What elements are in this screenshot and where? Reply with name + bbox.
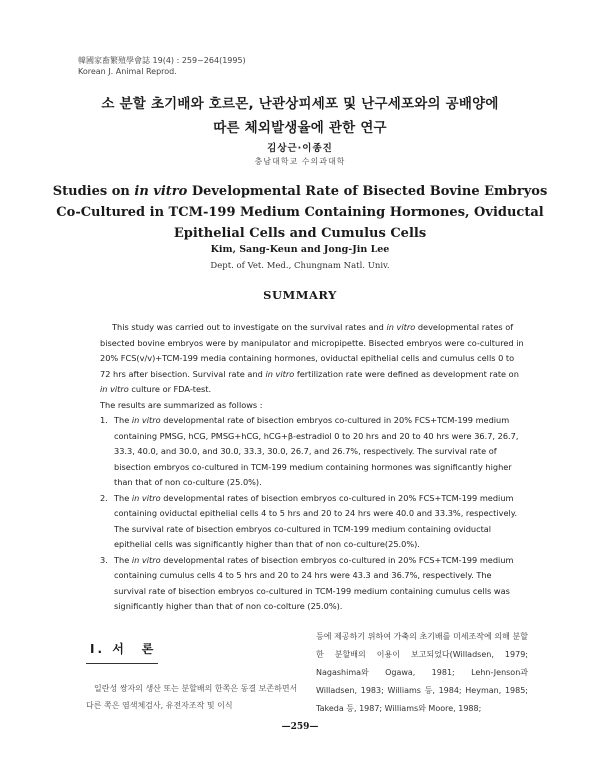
section-divider <box>86 663 158 664</box>
english-title-line-3: Epithelial Cells and Cumulus Cells <box>173 226 427 241</box>
summary-body <box>100 320 525 615</box>
introduction-heading: I. 서 론 <box>90 642 157 656</box>
korean-title-line-1: 소 분할 초기배와 호르몬, 난관상피세포 및 난구세포와의 공배양에 <box>101 96 499 112</box>
english-title-line-1: Studies on in vitro Developmental Rate of Bisected Bovine Embryos <box>52 184 548 199</box>
result-item-1: 1. The in vitro developmental rate of bisection embryos co-cultured in 20% FCS+TCM-199 medium containing PMSG, hCG, PMSG+hCG, hCG+β-estradiol 0 to 20 hrs and 20 to 40 hrs were 36.7, 26.7, 33.3, 40.0, and 30.0, and 30.0, 33.3, 30.0, 26.7, and 26.7%, respectively. The survival rate of bisection embryos co-cultured in TCM-199 medium containing hormones was significantly higher than that of non co-culture (25.0%). <box>100 415 519 487</box>
english-affiliation: Dept. of Vet. Med., Chungnam Natl. Univ. <box>210 261 390 271</box>
intro-right-column: 등에 제공하기 위하여 가축의 초기배를 미세조작에 의해 분할한 분할배의 이용이 보고되었다(Willadsen, 1979; Nagashima와 Ogawa, 1981; Lehn-Jenson과 Willadsen, 1983; Williams 등, 1984; Heyman, 1985; Takeda 등, 1987; Williams와 Moore, 1988; <box>316 632 528 713</box>
journal-header <box>78 55 246 77</box>
summary-heading: SUMMARY <box>263 288 337 302</box>
english-title-line-2: Co-Cultured in TCM-199 Medium Containing Hormones, Oviductal <box>56 205 544 220</box>
intro-left-column: 일란성 쌍자의 생산 또는 분할배의 한쪽은 동결 보존하면서 다른 쪽은 염색체검사, 유전자조작 및 이식 <box>86 684 298 710</box>
english-authors: Kim, Sang-Keun and Jong-Jin Lee <box>210 244 390 255</box>
results-intro: The results are summarized as follows : <box>100 399 263 410</box>
korean-authors: 김상근·이종진 <box>267 143 333 154</box>
korean-title-line-2: 따른 체외발생율에 관한 연구 <box>213 120 387 136</box>
summary-paragraph: This study was carried out to investigate on the survival rates and in vitro developmental rates of bisected bovine embryos were by manipulator and micropipette. Bisected embryos were co-cultured in 20% FCS(v/v)+TCM-199 media containing hormones, oviductal epithelial cells and cumulus cells 0 to 72 hrs after bisection. Survival rate and in vitro fertilization rate were defined as development rate on in vitro culture or FDA-test. <box>100 322 524 394</box>
result-item-3: 3. The in vitro developmental rates of bisection embryos co-cultured in 20% FCS+TCM-199 medium containing cumulus cells 4 to 5 hrs and 20 to 24 hrs were 43.3 and 36.7%, respectively. The survival rate of bisection embryos co-cultured in TCM-199 medium containing cumulus cells was significantly higher than that of non co-colture (25.0%). <box>100 554 514 611</box>
result-item-2: 2. The in vitro developmental rates of bisection embryos co-cultured in 20% FCS+TCM-199 medium containing oviductal epithelial cells 4 to 5 hrs and 20 to 24 hrs were 40.0 and 33.3%, respectively. The survival rate of bisection embryos co-cultured in TCM-199 medium containing oviductal epithelial cells was significantly higher than that of non co-culture(25.0%). <box>100 492 518 549</box>
korean-affiliation: 충남대학교 수의과대학 <box>254 157 346 166</box>
english-title <box>0 181 600 244</box>
page-number: —259— <box>281 722 319 732</box>
journal-name-en: Korean J. Animal Reprod. <box>78 67 177 76</box>
journal-citation: 韓國家畜繁殖學會誌 19(4) : 259~264(1995) <box>78 56 246 65</box>
